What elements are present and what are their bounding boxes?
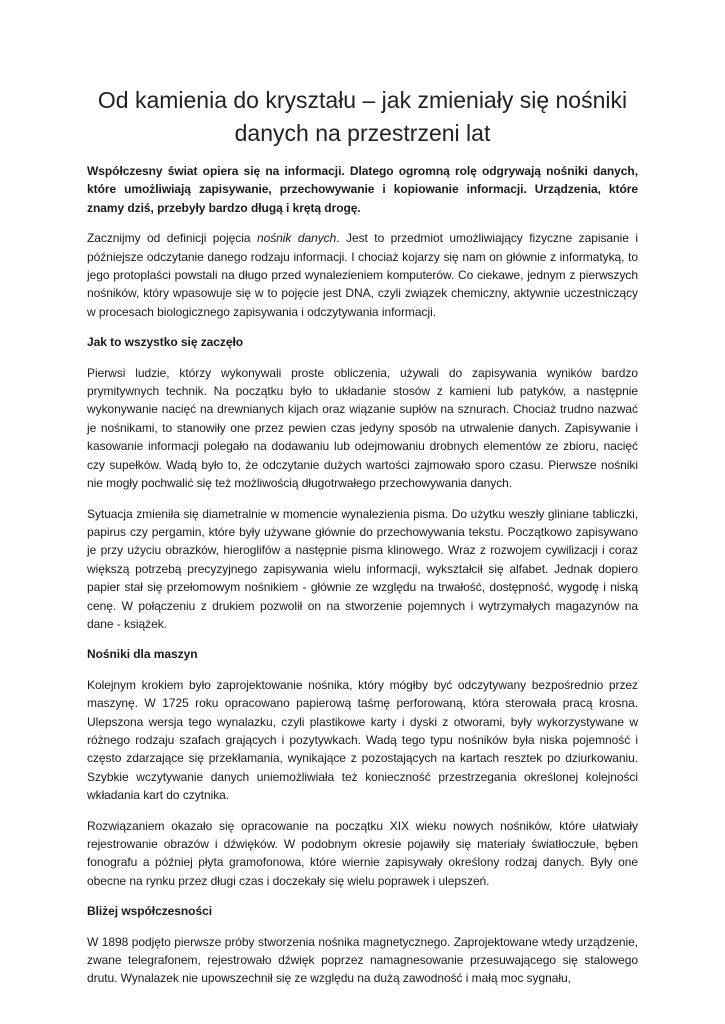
section-heading-modern: Bliżej współczesności (87, 904, 212, 919)
intro-text-before: Zacznijmy od definicji pojęcia (87, 231, 257, 246)
lead-paragraph: Współczesny świat opiera się na informacji. Dlatego ogromną rolę odgrywają nośniki danych, które umożliwiają zapisywanie, przechowywanie i kopiowanie informacji. Urządzenia, które znamy dziś, przebyły bardzo długą i krętą drogę. (87, 164, 638, 215)
document-title: Od kamienia do kryształu – jak zmieniały się nośniki danych na przestrzeni lat (97, 87, 628, 146)
paragraph: Pierwsi ludzie, którzy wykonywali proste obliczenia, używali do zapisywania wyników bardzo prymitywnych technik. Na początku było to układanie stosów z kamieni lub patyków, a następnie wykonywanie nacięć na drewnianych kijach oraz wiązanie supłów na sznurach. Chociaż trudno nazwać je nośnikami, to stanowiły one przez pewien czas jedyny sposób na utrwalenie danych. Zapisywanie i kasowanie informacji polegało na dodawaniu lub odejmowaniu drobnych elementów ze zbioru, nacięć czy supełków. Wadą było to, że odczytanie dużych wartości zajmowało sporo czasu. Pierwsze nośniki nie mogły pochwalić się też możliwością długotrwałego przechowywania danych. (87, 365, 638, 491)
section-heading-beginnings: Jak to wszystko się zaczęło (87, 335, 244, 350)
paragraph: Kolejnym krokiem było zaprojektowanie nośnika, który mógłby być odczytywany bezpośrednio przez maszynę. W 1725 roku opracowano papierową taśmę perforowaną, która sterowała pracą krosna. Ulepszona wersja tego wynalazku, czyli plastikowe karty i dyski z otworami, były wykorzystywane w różnego rodzaju szafach grających i pozytywkach. Wadą tego typu nośników była niska pojemność i często zdarzające się przekłamania, wynikające z pozostających na kartach resztek po dziurkowaniu. Szybkie wczytywanie danych uniemożliwiała też konieczność przestrzegania określonej kolejności wkładania kart do czytnika. (87, 677, 638, 803)
section-heading-machines: Nośniki dla maszyn (87, 647, 198, 662)
intro-paragraph (87, 229, 638, 321)
paragraph: Sytuacja zmieniła się diametralnie w momencie wynalezienia pisma. Do użytku weszły gliniane tabliczki, papirus czy pergamin, które były używane głównie do przechowywania tekstu. Początkowo zapisywano je przy użyciu obrazków, hieroglifów a następnie pisma klinowego. Wraz z rozwojem cywilizacji i coraz większą potrzebą precyzyjnego zapisywania wielu informacji, wykształcił się alfabet. Jednak dopiero papier stał się przełomowym nośnikiem - głównie ze względu na trwałość, dostępność, wygodę i niską cenę. W połączeniu z drukiem pozwolił on na stworzenie pojemnych i wytrzymałych magazynów na dane - książek. (87, 506, 638, 631)
paragraph: W 1898 podjęto pierwsze próby stworzenia nośnika magnetycznego. Zaprojektowane wtedy urządzenie, zwane telegrafonem, rejestrowało dźwięk poprzez namagnesowanie przesuwającego się stalowego drutu. Wynalazek nie upowszechnił się ze względu na dużą zawodność i małą moc sygnału, (87, 934, 638, 986)
paragraph: Rozwiązaniem okazało się opracowanie na początku XIX wieku nowych nośników, które ułatwiały rejestrowanie obrazów i dźwięków. W podobnym okresie pojawiły się materiały światłoczułe, bęben fonografu a później płyta gramofonowa, które wiernie zapisywały określony rodzaj danych. Były one obecne na rynku przez długi czas i doczekały się wielu poprawek i ulepszeń. (87, 818, 638, 888)
intro-text-after: . Jest to przedmiot umożliwiający fizyczne zapisanie i późniejsze odczytanie danego rodzaju informacji. I chociaż kojarzy się nam on głównie z informatyką, to jego protoplaści powstali na długo przed wynalezieniem komputerów. Co ciekawe, jednym z pierwszych nośników, który wpasowuje się w to pojęcie jest DNA, czyli związek chemiczny, aktywnie uczestniczący w procesach biologicznego zapisywania i odczytywania informacji. (87, 231, 638, 319)
defined-term: nośnik danych (256, 231, 337, 246)
